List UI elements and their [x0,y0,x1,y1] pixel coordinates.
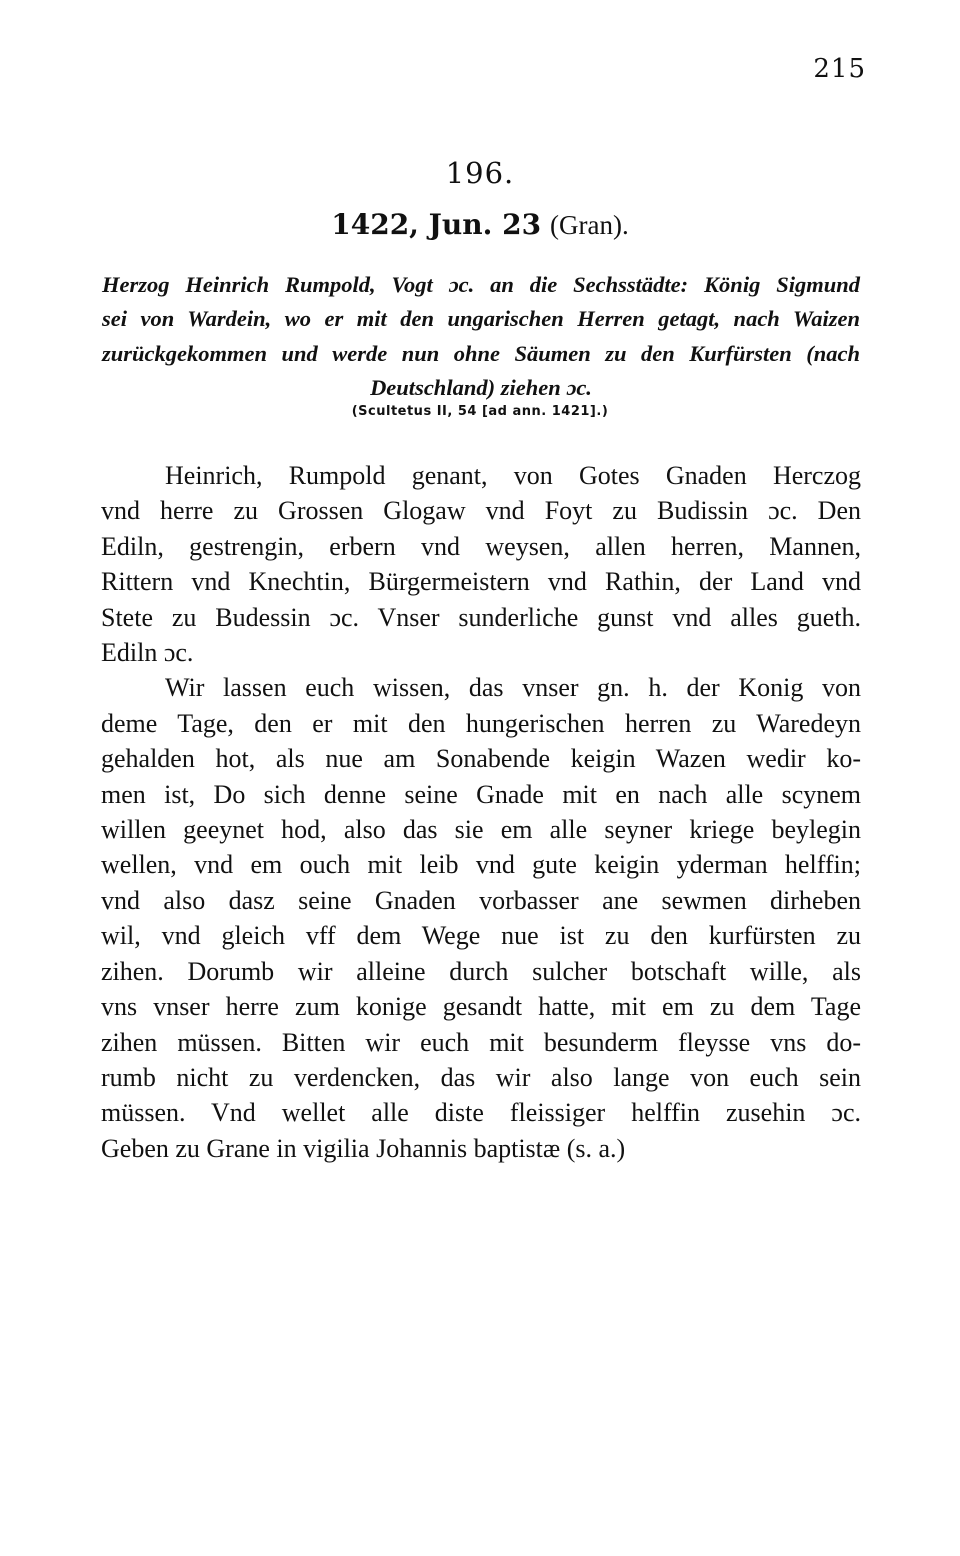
body-line: Wir lassen euch wissen, das vnser gn. h. der Konig von [165,673,861,703]
document-date-line [0,208,960,241]
body-line: rumb nicht zu verdencken, das wir also lange von euch sein [101,1062,861,1092]
body-line: Rittern vnd Knechtin, Bürgermeistern vnd Rathin, der Land vnd [101,567,861,597]
body-line: willen geeynet hod, also das sie em alle seyner kriege beylegin [101,815,861,845]
summary-line: Herzog Heinrich Rumpold, Vogt ɔc. an die Sechsstädte: König Sigmund [102,272,860,297]
body-line: vns vnser herre zum konige gesandt hatte, mit em zu dem Tage [101,992,861,1022]
summary-line: Deutschland) ziehen ɔc. [370,375,592,401]
body-line: zihen. Dorumb wir alleine durch sulcher botschaft wille, als [101,956,861,986]
document-place: (Gran). [550,210,629,240]
document-summary [102,268,860,406]
body-line: gehalden hot, als nue am Sonabende keigin Wazen wedir ko- [101,744,861,774]
body-line: wil, vnd gleich vff dem Wege nue ist zu den kurfürsten zu [101,921,861,951]
document-body [101,458,861,1166]
document-date: 1422, Jun. 23 [331,208,542,241]
page-number: 215 [813,54,866,84]
body-line: wellen, vnd em ouch mit leib vnd gute keigin yderman helffin; [101,850,861,880]
body-line: Ediln ɔc. [101,638,194,668]
body-line: müssen. Vnd wellet alle diste fleissiger helffin zusehin ɔc. [101,1098,861,1128]
body-line: men ist, Do sich denne seine Gnade mit en nach alle scynem [101,779,861,809]
body-line: vnd also dasz seine Gnaden vorbasser ane sewmen dirheben [101,885,861,915]
summary-line: sei von Wardein, wo er mit den ungarischen Herren getagt, nach Waizen [102,306,860,332]
body-line: deme Tage, den er mit den hungerischen herren zu Waredeyn [101,708,861,738]
body-line: Geben zu Grane in vigilia Johannis baptistæ (s. a.) [101,1133,626,1163]
summary-line: zurückgekommen und werde nun ohne Säumen zu den Kurfürsten (nach [102,340,860,366]
body-line: vnd herre zu Grossen Glogaw vnd Foyt zu Budissin ɔc. Den [101,496,861,526]
body-line: Ediln, gestrengin, erbern vnd weysen, allen herren, Mannen, [101,531,861,561]
body-line: Stete zu Budessin ɔc. Vnser sunderliche gunst vnd alles gueth. [101,602,861,632]
body-line: Heinrich, Rumpold genant, von Gotes Gnaden Herczog [165,461,861,490]
document-number: 196. [445,156,515,190]
source-reference: (Scultetus II, 54 [ad ann. 1421].) [351,404,609,419]
body-line: zihen müssen. Bitten wir euch mit besunderm fleysse vns do- [101,1027,861,1057]
